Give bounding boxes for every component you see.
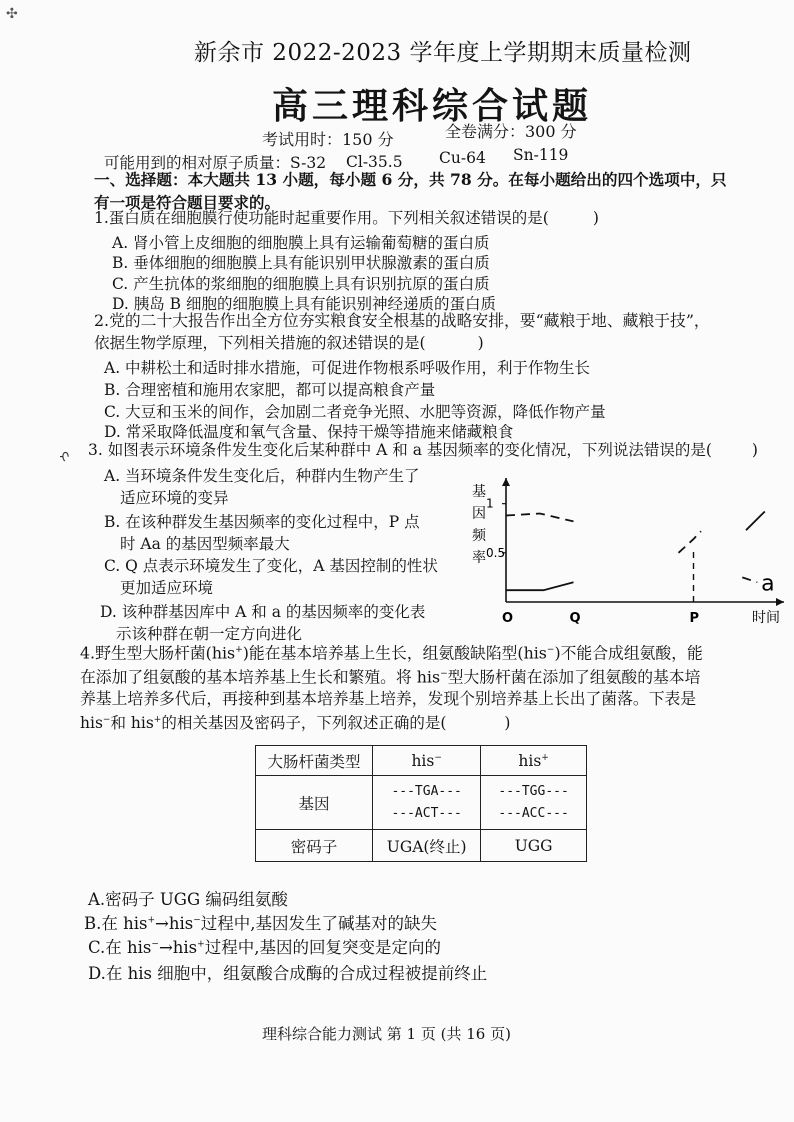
header-text: his (518, 751, 542, 770)
q4-b-text-1: B.在 his (84, 914, 148, 933)
y-axis-label-char: 因 (472, 506, 486, 522)
y-axis-label-char: 频 (472, 528, 486, 544)
sup-minus: − (546, 645, 555, 655)
corner-scan-mark: ✣ (6, 6, 18, 22)
q4-text-8: 的相关基因及密码子，下列叙述正确的是( (161, 714, 447, 733)
q4-option-c (88, 934, 441, 958)
q1-option-d: D. 胰岛 B 细胞的细胞膜上具有能识别神经递质的蛋白质 (112, 295, 496, 313)
sup-plus: + (235, 645, 243, 655)
gene-plus-cell (481, 776, 587, 830)
atomic-mass-4: Sn-119 (513, 146, 569, 164)
gene-plus-top: ---TGG--- (498, 783, 569, 799)
y-axis-label-char: 率 (472, 550, 486, 566)
table-header-his-plus (481, 746, 587, 776)
q1-option-c: C. 产生抗体的浆细胞的细胞膜上具有识别抗原的蛋白质 (112, 275, 490, 293)
q4-stem-line1 (80, 640, 703, 663)
q1-stem-end: ) (592, 209, 599, 227)
q1-option-a: A. 肾小管上皮细胞的细胞膜上具有运输葡萄糖的蛋白质 (112, 234, 490, 252)
gene-minus-bottom: ---ACT--- (391, 805, 462, 821)
q4-stem-line4 (80, 710, 510, 734)
series-a-dashed-line (742, 577, 757, 582)
q3-stem-end: ) (751, 441, 758, 459)
gene-minus-cell (373, 776, 481, 830)
q3-option-c-line1: C. Q 点表示环境发生了变化，A 基因控制的性状 (104, 557, 438, 575)
q3-option-a-line2: 适应环境的变异 (120, 489, 229, 507)
codon-plus: UGG (481, 830, 587, 862)
x-axis-arrow (776, 598, 784, 606)
q4-text-5: 型大肠杆菌在添加了组氨酸的基本培 (447, 667, 701, 687)
q2-stem-line1: 2.党的二十大报告作出全方位夯实粮食安全根基的战略安排，要“藏粮于地、藏粮于技”， (94, 311, 710, 330)
q4-text-3: )不能合成组氨酸，能 (554, 643, 703, 663)
gene-label: 基因 (256, 776, 373, 830)
series-A-solid-line (506, 582, 574, 590)
q3-option-b-line1: B. 在该种群发生基因频率的变化过程中，P 点 (104, 513, 420, 531)
q2-option-c: C. 大豆和玉米的间作，会加剧二者竞争光照、水肥等资源，降低作物产量 (104, 403, 606, 421)
q2-option-a: A. 中耕松土和适时排水措施，可促进作物根系呼吸作用，利于作物生长 (104, 359, 591, 377)
q4-c-text-1: C.在 his (88, 938, 152, 957)
q3-stem-text: 3. 如图表示环境条件发生变化后某种群中 A 和 a 基因频率的变化情况，下列说法错误的是( (88, 441, 712, 459)
table-row-codon (256, 830, 587, 862)
score-label: 全卷满分：300 分 (445, 122, 577, 141)
q4-option-b (84, 910, 437, 934)
table-header-his-minus (373, 746, 481, 776)
series-a-dashed-line (679, 531, 702, 553)
atomic-mass-3: Cu-64 (439, 149, 486, 167)
sup-minus: − (102, 715, 111, 725)
table-row-gene (256, 776, 587, 830)
table-header-type: 大肠杆菌类型 (256, 746, 373, 776)
q4-text-1: 4.野生型大肠杆菌(his (80, 643, 236, 663)
q2-option-b: B. 合理密植和施用农家肥，都可以提高粮食产量 (104, 381, 436, 399)
q1-option-b: B. 垂体细胞的细胞膜上具有能识别甲状腺激素的蛋白质 (112, 254, 490, 272)
q4-stem-line2 (80, 664, 700, 687)
atomic-mass-1: 可能用到的相对原子质量：S-32 (104, 154, 327, 172)
paper-title: 高三理科综合试题 (272, 86, 593, 127)
q2-stem-end: ) (477, 334, 484, 352)
sup-plus: + (153, 715, 162, 725)
table-header-row (256, 746, 587, 776)
page-footer: 理科综合能力测试 第 1 页 (共 16 页) (262, 1025, 511, 1043)
sup-plus: + (197, 939, 205, 950)
q3-option-a-line1: A. 当环境条件发生变化后，种群内生物产生了 (104, 467, 420, 485)
q4-c-text-3: 过程中,基因的回复突变是定向的 (204, 938, 441, 957)
q1-stem (94, 208, 599, 229)
q2-stem-text: 依据生物学原理，下列相关措施的叙述错误的是( (94, 334, 426, 352)
q4-stem-line3: 养基上培养多代后，再接种到基本培养基上培养，发现个别培养基上长出了菌落。下表是 (80, 689, 697, 708)
x-tick-label: P (689, 611, 700, 626)
q1-stem-text: 1.蛋白质在细胞膜行使功能时起重要作用。下列相关叙述错误的是( (94, 209, 549, 227)
sup-minus: − (151, 939, 159, 950)
q2-stem-line2 (94, 333, 484, 354)
y-tick-label: 0.5 (486, 545, 506, 560)
sup-minus: − (434, 752, 442, 763)
q4-b-text-3: 过程中,基因发生了碱基对的缺失 (200, 914, 438, 933)
gene-frequency-chart (460, 470, 790, 630)
codon-label: 密码子 (256, 830, 373, 862)
q4-option-a: A.密码子 UGG 编码组氨酸 (88, 890, 288, 909)
gene-minus-top: ---TGA--- (391, 783, 462, 799)
header-text: his (411, 751, 435, 770)
series-a-dashed-line (506, 514, 574, 522)
sup-plus: + (147, 915, 156, 926)
section-heading-line2: 有一项是符合题目要求的。 (94, 193, 281, 212)
sup-plus: + (541, 752, 549, 763)
y-tick-label: 1 (486, 496, 494, 511)
series-A-solid-line (746, 512, 765, 531)
q3-option-d-line2: 示该种群在朝一定方向进化 (116, 625, 303, 643)
atomic-mass-2: Cl-35.5 (346, 153, 403, 171)
q4-stem-end: ) (504, 714, 511, 733)
codon-minus: UGA(终止) (373, 830, 481, 862)
series-a-annotation: a (761, 571, 775, 597)
q3-option-b-line2: 时 Aa 的基因型频率最大 (120, 535, 290, 553)
sup-minus: − (440, 669, 448, 679)
q4-b-text-2: →his (155, 914, 194, 933)
margin-mark: ᠊ᠢ (60, 450, 70, 466)
q3-option-d-line1: D. 该种群基因库中 A 和 a 的基因频率的变化表 (100, 603, 426, 621)
sup-minus: − (193, 915, 201, 926)
y-axis-label-char: 基 (472, 484, 486, 500)
q4-text-7: 和 his (110, 714, 154, 733)
x-tick-label: Q (569, 611, 581, 626)
q3-stem (88, 440, 758, 461)
exam-title: 新余市 2022-2023 学年度上学期期末质量检测 (194, 40, 692, 66)
q2-option-d: D. 常采取降低温度和氧气含量、保持干燥等措施来储藏粮食 (104, 423, 514, 441)
q4-c-text-2: →his (158, 938, 198, 957)
time-label: 考试用时：150 分 (262, 130, 394, 149)
x-axis-label: 时间 (752, 610, 780, 626)
x-tick-label: O (502, 611, 514, 626)
q4-text-2: )能在基本培养基上生长，组氨酸缺陷型(his (242, 643, 547, 663)
gene-table (255, 745, 587, 862)
q4-option-d: D.在 his 细胞中，组氨酸合成酶的合成过程被提前终止 (88, 964, 488, 983)
gene-plus-bottom: ---ACC--- (498, 805, 569, 821)
q4-text-4: 在添加了组氨酸的基本培养基上生长和繁殖。将 his (80, 667, 441, 687)
y-axis-arrow (502, 478, 510, 486)
q4-text-6: his (80, 714, 103, 733)
section-heading-line1: 一、选择题：本大题共 13 小题，每小题 6 分，共 78 分。在每小题给出的四个选项中，只 (94, 170, 727, 189)
q3-option-c-line2: 更加适应环境 (120, 579, 214, 597)
